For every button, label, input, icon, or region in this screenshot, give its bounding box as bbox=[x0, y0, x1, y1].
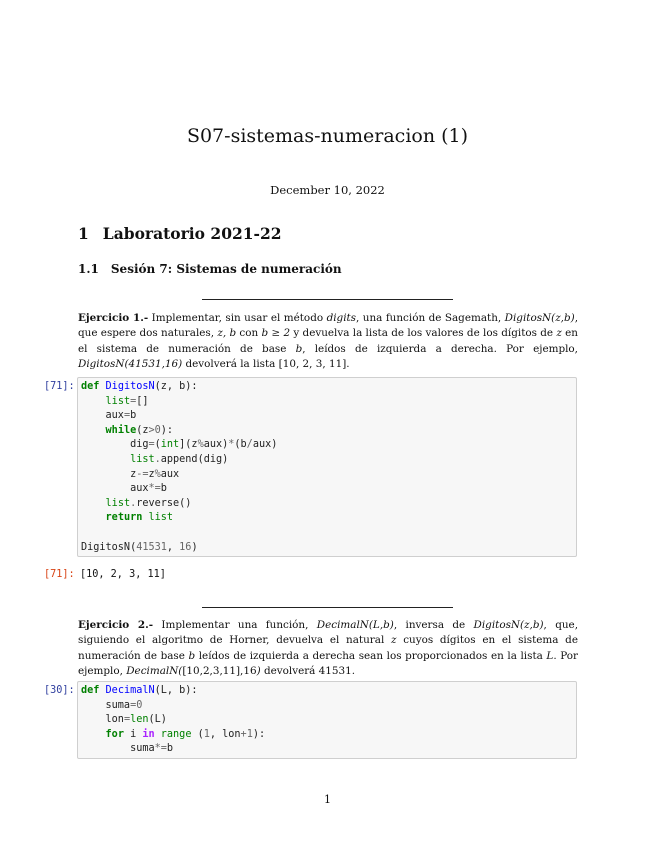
code-token: ) bbox=[191, 541, 198, 553]
section-heading bbox=[78, 224, 282, 243]
code-token: i bbox=[130, 728, 143, 740]
code-token: *= bbox=[154, 743, 167, 755]
exercise-2-text bbox=[78, 618, 578, 679]
text: DecimalN(L,b) bbox=[316, 619, 394, 631]
code-token: b bbox=[160, 483, 167, 495]
code-token: . bbox=[130, 497, 137, 509]
code-token: 1 bbox=[246, 728, 253, 740]
code-token: list bbox=[130, 453, 155, 465]
text: y devuelva la lista de los valores de los dígitos de bbox=[290, 327, 557, 340]
text: devolverá 41531. bbox=[260, 664, 356, 677]
code-token: for bbox=[105, 728, 131, 740]
text: , una función de Sagemath, bbox=[356, 312, 505, 324]
code-line bbox=[81, 729, 265, 740]
code-token: b bbox=[130, 410, 137, 422]
text: devolverá la lista [10, 2, 3, 11]. bbox=[182, 357, 350, 370]
code-cell-decimaln[interactable] bbox=[77, 681, 577, 759]
text: cuyos dígitos en el sistema de numeración de base bbox=[78, 634, 578, 662]
code-token: (z, b): bbox=[154, 381, 198, 392]
code-token: ](z bbox=[179, 439, 198, 451]
code-token: , lon bbox=[209, 728, 241, 740]
code-token bbox=[81, 425, 106, 436]
code-token: b bbox=[166, 743, 174, 755]
output-prompt-71: [71]: bbox=[44, 569, 75, 580]
subsection-number: 1.1 bbox=[78, 262, 99, 276]
code-token: aux bbox=[81, 410, 124, 422]
code-token: list bbox=[105, 395, 131, 407]
subsection-title: Sesión 7: Sistemas de numeración bbox=[110, 262, 342, 276]
text: DigitosN(41531,16) bbox=[78, 357, 183, 370]
text: , inversa de bbox=[393, 619, 474, 631]
code-token bbox=[81, 498, 106, 509]
code-token: [] bbox=[136, 395, 149, 407]
code-line bbox=[81, 700, 142, 711]
code-token: ( bbox=[154, 439, 161, 451]
code-token: + bbox=[240, 728, 247, 740]
text: , que, siguiendo el algoritmo de Horner, devuelva el natural bbox=[78, 619, 578, 647]
document-title: S07-sistemas-numeracion (1) bbox=[186, 125, 469, 147]
code-token: 41531 bbox=[136, 541, 167, 553]
code-line bbox=[81, 512, 173, 523]
code-line bbox=[81, 483, 167, 494]
code-token bbox=[81, 396, 106, 407]
code-line bbox=[81, 714, 167, 725]
code-token: ): bbox=[252, 728, 266, 740]
code-token: aux bbox=[81, 483, 149, 495]
code-token: 1 bbox=[203, 728, 210, 740]
text: leídos de izquierda a derecha sean los proporcionados en la lista bbox=[195, 649, 547, 662]
input-prompt-71: [71]: bbox=[44, 381, 75, 392]
code-token: > bbox=[148, 424, 155, 436]
code-token: * bbox=[228, 439, 235, 451]
code-cell-digitosn[interactable] bbox=[77, 377, 577, 557]
code-line bbox=[81, 439, 277, 450]
code-token bbox=[81, 729, 106, 740]
text: L bbox=[546, 649, 554, 662]
text: . Por ejemplo, bbox=[78, 649, 578, 677]
code-token: while bbox=[105, 424, 137, 436]
exercise-2-label: Ejercicio 2.- bbox=[78, 619, 154, 631]
code-token: DigitosN( bbox=[81, 541, 137, 553]
output-digitosn: [10, 2, 3, 11] bbox=[80, 569, 166, 580]
document-date: December 10, 2022 bbox=[270, 183, 385, 197]
code-token: (b bbox=[234, 439, 247, 451]
code-token: z bbox=[81, 468, 137, 480]
section-title: Laboratorio 2021-22 bbox=[102, 224, 282, 243]
code-token: aux) bbox=[203, 439, 229, 451]
code-token: DigitosN bbox=[105, 381, 155, 392]
code-token: = bbox=[123, 410, 131, 422]
code-token: % bbox=[197, 439, 204, 451]
code-token: aux) bbox=[252, 439, 278, 451]
text: b bbox=[295, 342, 303, 355]
code-token: (L) bbox=[148, 714, 167, 726]
text: z bbox=[391, 634, 397, 647]
code-token: z bbox=[148, 468, 155, 480]
horizontal-rule bbox=[202, 299, 453, 300]
code-token: int bbox=[160, 439, 180, 451]
code-token: append(dig) bbox=[160, 453, 229, 465]
code-token: = bbox=[130, 395, 137, 407]
code-token bbox=[81, 512, 106, 523]
code-token: list bbox=[105, 497, 131, 509]
code-token: in bbox=[142, 728, 161, 740]
code-line bbox=[81, 743, 173, 754]
text: DigitosN(z,b) bbox=[504, 312, 575, 324]
horizontal-rule bbox=[202, 607, 453, 608]
code-line bbox=[81, 381, 198, 392]
section-number: 1 bbox=[78, 224, 89, 243]
code-token: ( bbox=[191, 728, 204, 740]
code-token: suma bbox=[81, 699, 131, 711]
text: Implementar, sin usar el método bbox=[148, 312, 327, 324]
code-token: ): bbox=[160, 424, 174, 436]
code-token: / bbox=[246, 439, 253, 451]
text: digits bbox=[326, 312, 357, 324]
code-token: (L, b): bbox=[154, 685, 198, 696]
text: b bbox=[188, 649, 196, 662]
code-line bbox=[81, 396, 149, 407]
code-token: def bbox=[81, 381, 106, 392]
text: DecimalN( bbox=[126, 664, 183, 677]
text: b ≥ 2 bbox=[261, 327, 291, 340]
code-token: , bbox=[166, 541, 180, 553]
code-token: DecimalN bbox=[105, 685, 155, 696]
text: Implementar una función, bbox=[153, 619, 317, 631]
code-line bbox=[81, 685, 198, 696]
input-prompt-30: [30]: bbox=[44, 685, 75, 696]
code-line bbox=[81, 425, 173, 436]
text: , leídos de izquierda a derecha. Por ejemplo, bbox=[302, 342, 578, 355]
code-token: lon bbox=[81, 714, 124, 726]
code-token: dig bbox=[81, 439, 149, 451]
exercise-1-text bbox=[78, 311, 578, 372]
exercise-1-label: Ejercicio 1.- bbox=[78, 312, 149, 324]
code-token: *= bbox=[148, 483, 161, 495]
text: z, b bbox=[217, 327, 237, 340]
code-token: list bbox=[148, 512, 174, 524]
page-number: 1 bbox=[324, 793, 331, 806]
code-token: range bbox=[160, 728, 192, 740]
code-line bbox=[81, 454, 228, 465]
code-token: aux bbox=[160, 468, 180, 480]
text: [10,2,3,11],16 bbox=[182, 664, 257, 677]
text: con bbox=[236, 327, 262, 340]
text: z bbox=[556, 327, 562, 340]
code-token: -= bbox=[136, 468, 149, 480]
subsection-heading bbox=[78, 262, 342, 276]
code-token: reverse() bbox=[136, 497, 192, 509]
code-line bbox=[81, 410, 136, 421]
code-token bbox=[81, 454, 130, 465]
code-token: suma bbox=[81, 743, 155, 755]
code-editor-digitosn[interactable] bbox=[78, 378, 576, 555]
code-line bbox=[81, 542, 198, 553]
code-token: 16 bbox=[179, 541, 192, 553]
text: ) bbox=[256, 664, 261, 677]
code-line bbox=[81, 469, 179, 480]
code-token: return bbox=[105, 512, 149, 524]
code-token: 0 bbox=[136, 699, 143, 711]
code-token: . bbox=[154, 453, 161, 465]
code-token: % bbox=[154, 468, 161, 480]
code-token: (z bbox=[136, 424, 149, 436]
code-token: len bbox=[130, 714, 149, 726]
text: en el sistema de numeración de base bbox=[78, 327, 579, 355]
text: DigitosN(z,b) bbox=[473, 619, 544, 631]
code-token: = bbox=[130, 699, 137, 711]
text: , que espere dos naturales, bbox=[78, 312, 578, 340]
code-token: = bbox=[123, 714, 131, 726]
code-token: 0 bbox=[154, 424, 161, 436]
code-token: def bbox=[81, 685, 106, 696]
code-line bbox=[81, 498, 191, 509]
code-editor-decimaln[interactable] bbox=[78, 682, 576, 757]
code-token: = bbox=[148, 439, 155, 451]
